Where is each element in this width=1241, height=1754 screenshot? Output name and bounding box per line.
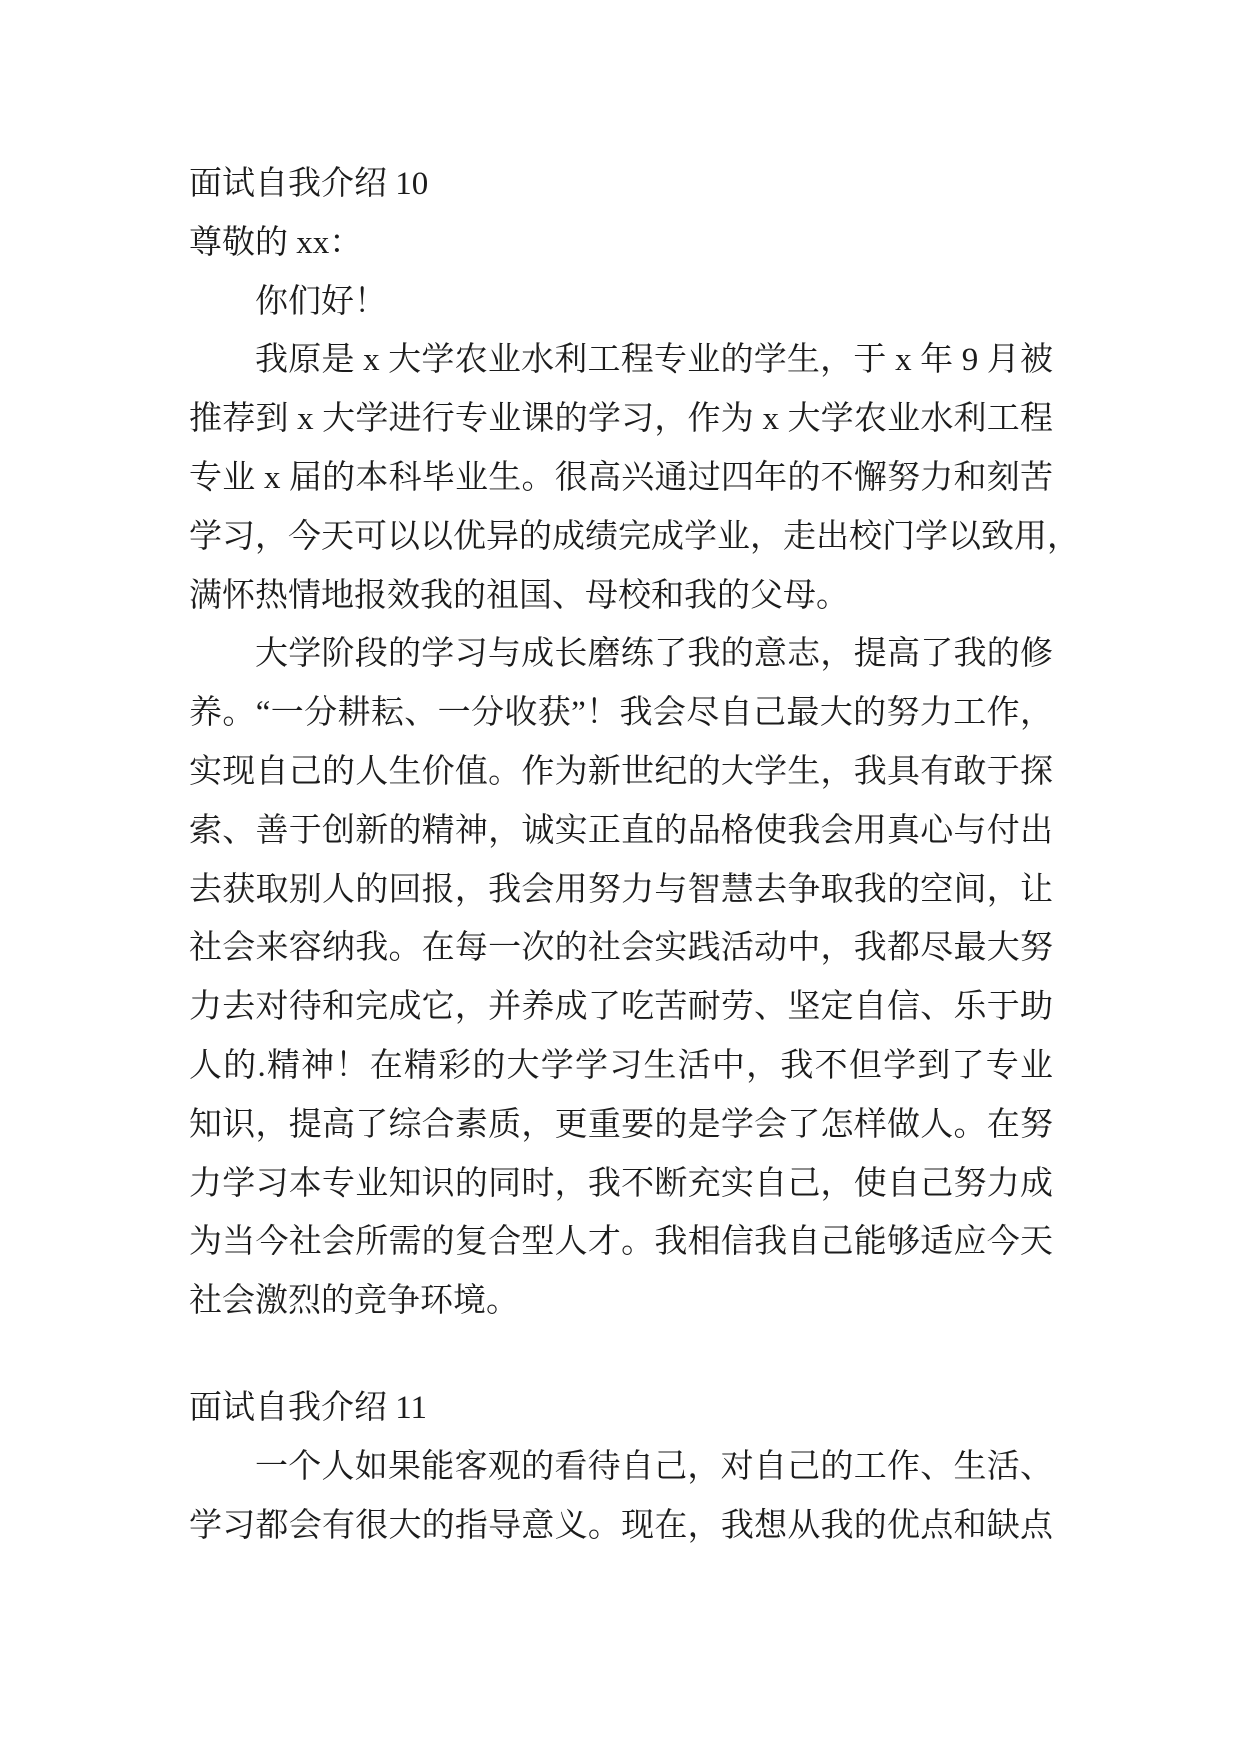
text-line: 社会来容纳我。在每一次的社会实践活动中，我都尽最大努 [189,930,1053,967]
text-line: 索、善于创新的精神，诚实正直的品格使我会用真心与付出 [189,812,1053,849]
text-line: 力学习本专业知识的同时，我不断充实自己，使自己努力成 [189,1165,1053,1202]
text-line: 去获取别人的回报，我会用努力与智慧去争取我的空间，让 [189,871,1053,908]
paragraph [189,331,1080,625]
salutation: 尊敬的 xx： [189,224,363,261]
section-self-intro-10 [189,155,1080,1331]
section-title: 面试自我介绍 10 [189,166,429,202]
text-line: 大学阶段的学习与成长磨练了我的意志，提高了我的修 [255,636,1053,673]
text-line: 力去对待和完成它，并养成了吃苦耐劳、坚定自信、乐于助 [189,989,1053,1026]
text-line: 为当今社会所需的复合型人才。我相信我自己能够适应今天 [189,1224,1053,1261]
section-title: 面试自我介绍 11 [189,1389,428,1426]
text-line: 一个人如果能客观的看待自己，对自己的工作、生活、 [255,1448,1053,1485]
text-line: 我原是 x 大学农业水利工程专业的学生，于 x 年 9 月被 [255,342,1054,379]
text-line: 知识，提高了综合素质，更重要的是学会了怎样做人。在努 [189,1106,1053,1143]
text-line: 实现自己的人生价值。作为新世纪的大学生，我具有敢于探 [189,753,1053,790]
text-line: 推荐到 x 大学进行专业课的学习，作为 x 大学农业水利工程 [189,401,1054,438]
text-line: 社会激烈的竞争环境。 [189,1283,519,1320]
text-line: 专业 x 届的本科毕业生。很高兴通过四年的不懈努力和刻苦 [189,459,1053,496]
document-body [189,155,1080,1555]
paragraph [189,1438,1053,1556]
text-line: 养。“一分耕耘、一分收获”！我会尽自己最大的努力工作， [189,695,1053,732]
section-self-intro-11 [189,1379,1053,1555]
greeting: 你们好！ [255,283,387,320]
text-line: 学习，今天可以以优异的成绩完成学业，走出校门学以致用， [189,518,1080,555]
text-line: 人的.精神！在精彩的大学学习生活中，我不但学到了专业 [189,1047,1053,1084]
text-line: 满怀热情地报效我的祖国、母校和我的父母。 [189,577,849,614]
paragraph [189,625,1053,1331]
text-line: 学习都会有很大的指导意义。现在，我想从我的优点和缺点 [189,1507,1053,1544]
